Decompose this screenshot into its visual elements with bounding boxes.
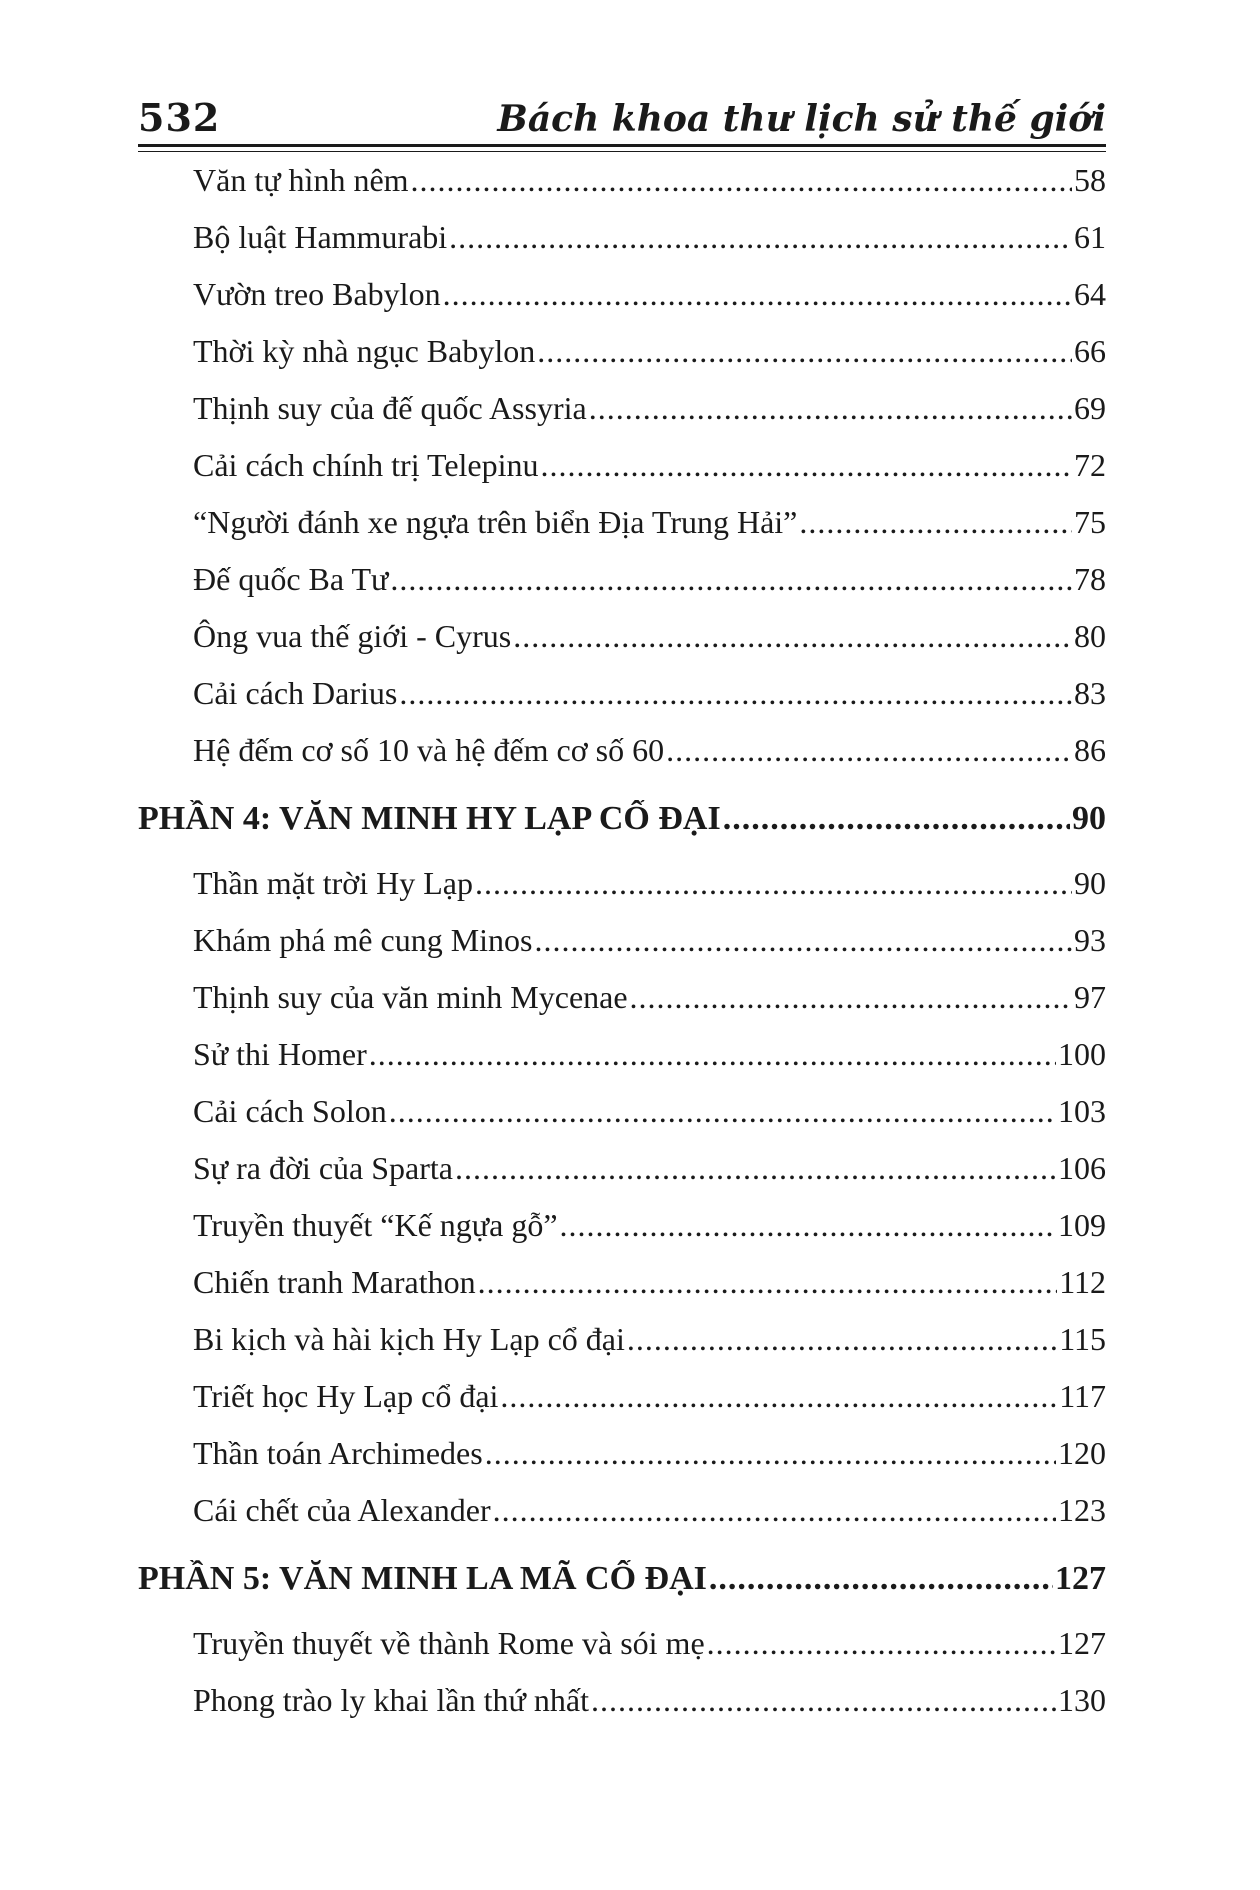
toc-dot-leader xyxy=(500,1378,1057,1415)
toc-entry xyxy=(193,276,1106,313)
toc-dot-leader xyxy=(485,1435,1056,1472)
toc-entry xyxy=(193,1435,1106,1472)
toc-entry xyxy=(193,1625,1106,1662)
toc-entry-title: Sử thi Homer xyxy=(193,1036,367,1072)
toc-entry-title: Đế quốc Ba Tư xyxy=(193,561,389,597)
toc-entry xyxy=(193,390,1106,427)
toc-dot-leader xyxy=(455,1150,1056,1187)
toc-entry-page: 66 xyxy=(1074,333,1106,369)
toc-entry xyxy=(193,618,1106,655)
toc-entry-page: 90 xyxy=(1074,865,1106,901)
toc-dot-leader xyxy=(478,1264,1058,1301)
toc-dot-leader xyxy=(707,1625,1056,1662)
toc-entry-page: 130 xyxy=(1058,1682,1106,1718)
toc-entry-page: 83 xyxy=(1074,675,1106,711)
toc-dot-leader xyxy=(535,922,1073,959)
page-header xyxy=(138,80,1106,140)
toc-dot-leader xyxy=(399,675,1072,712)
toc-entry-page: 58 xyxy=(1074,162,1106,198)
toc-entry-page: 106 xyxy=(1058,1150,1106,1186)
toc-entry-title: Vườn treo Babylon xyxy=(193,276,441,312)
header-rule-thin xyxy=(138,151,1106,152)
toc-entry-title: Thịnh suy của đế quốc Assyria xyxy=(193,390,587,426)
toc-section-heading xyxy=(138,800,1106,838)
toc-entry-title: Thịnh suy của văn minh Mycenae xyxy=(193,979,628,1015)
toc-entry xyxy=(193,732,1106,769)
toc-entry xyxy=(193,1207,1106,1244)
toc-entry xyxy=(193,865,1106,902)
toc-dot-leader xyxy=(475,865,1072,902)
toc-entry-page: 117 xyxy=(1059,1378,1106,1414)
toc-dot-leader xyxy=(799,504,1072,541)
toc-entry-page: 69 xyxy=(1074,390,1106,426)
toc-entry xyxy=(193,1264,1106,1301)
toc-entry xyxy=(193,219,1106,256)
toc-entry-page: 120 xyxy=(1058,1435,1106,1471)
toc-entry xyxy=(193,1093,1106,1130)
toc-dot-leader xyxy=(630,979,1072,1016)
toc-entry-title: Thần toán Archimedes xyxy=(193,1435,483,1471)
toc-entry-page: 115 xyxy=(1059,1321,1106,1357)
toc-entry-title: Thần mặt trời Hy Lạp xyxy=(193,865,473,901)
toc-dot-leader xyxy=(411,162,1072,199)
toc-entry xyxy=(193,333,1106,370)
toc-entry-title: Cái chết của Alexander xyxy=(193,1492,491,1528)
toc-entry xyxy=(193,675,1106,712)
toc-section-title: PHẦN 5: VĂN MINH LA MÃ CỔ ĐẠI xyxy=(138,1560,707,1597)
toc-entry xyxy=(193,1492,1106,1529)
toc-entry xyxy=(193,162,1106,199)
toc-entry-title: Hệ đếm cơ số 10 và hệ đếm cơ số 60 xyxy=(193,732,665,768)
toc-entry-title: Phong trào ly khai lần thứ nhất xyxy=(193,1682,589,1718)
toc-entry-title: Bộ luật Hammurabi xyxy=(193,219,448,255)
toc-dot-leader xyxy=(591,1682,1056,1719)
toc-entry-page: 103 xyxy=(1058,1093,1106,1129)
running-title: Bách khoa thư lịch sử thế giới xyxy=(497,98,1106,140)
toc-entry-title: Truyền thuyết về thành Rome và sói mẹ xyxy=(193,1625,705,1661)
toc-entry-page: 127 xyxy=(1058,1625,1106,1661)
toc-entry-page: 123 xyxy=(1058,1492,1106,1528)
toc-dot-leader xyxy=(390,561,1072,598)
toc-dot-leader xyxy=(449,219,1072,256)
toc-entry-title: Thời kỳ nhà ngục Babylon xyxy=(193,333,536,369)
toc-dot-leader xyxy=(627,1321,1057,1358)
toc-entry-page: 86 xyxy=(1074,732,1106,768)
toc-entry xyxy=(193,1036,1106,1073)
toc-entry-page: 64 xyxy=(1074,276,1106,312)
toc-dot-leader xyxy=(560,1207,1056,1244)
toc-dot-leader xyxy=(493,1492,1056,1529)
toc-entry-title: Triết học Hy Lạp cổ đại xyxy=(193,1378,499,1414)
toc-section-title: PHẦN 4: VĂN MINH HY LẠP CỔ ĐẠI xyxy=(138,800,721,837)
toc-entry-title: Sự ra đời của Sparta xyxy=(193,1150,453,1186)
toc-entry-page: 75 xyxy=(1074,504,1106,540)
toc-dot-leader xyxy=(389,1093,1056,1130)
toc-entry-page: 80 xyxy=(1074,618,1106,654)
toc-entry-page: 109 xyxy=(1058,1207,1106,1243)
toc-section-heading xyxy=(138,1560,1106,1598)
toc-entry-title: Truyền thuyết “Kế ngựa gỗ” xyxy=(193,1207,558,1243)
toc-entry-title: Bi kịch và hài kịch Hy Lạp cổ đại xyxy=(193,1321,625,1357)
toc-dot-leader xyxy=(541,447,1073,484)
toc-entry xyxy=(193,979,1106,1016)
toc-entry-page: 78 xyxy=(1074,561,1106,597)
toc-entry xyxy=(193,504,1106,541)
toc-dot-leader xyxy=(709,1560,1053,1598)
page-number: 532 xyxy=(138,95,221,140)
toc-entry xyxy=(193,561,1106,598)
toc-dot-leader xyxy=(723,800,1070,838)
toc-entry-title: Cải cách Solon xyxy=(193,1093,387,1129)
toc-dot-leader xyxy=(537,333,1072,370)
toc-entry xyxy=(193,447,1106,484)
toc-entry-page: 112 xyxy=(1059,1264,1106,1300)
toc-entry-title: Chiến tranh Marathon xyxy=(193,1264,476,1300)
toc-entry-title: Ông vua thế giới - Cyrus xyxy=(193,618,512,654)
toc-section-page: 127 xyxy=(1055,1560,1106,1597)
toc-dot-leader xyxy=(369,1036,1056,1073)
toc-entry-page: 100 xyxy=(1058,1036,1106,1072)
header-rule-thick xyxy=(138,144,1106,147)
toc-entry-title: Khám phá mê cung Minos xyxy=(193,922,533,958)
toc-entry-page: 93 xyxy=(1074,922,1106,958)
toc-section-page: 90 xyxy=(1072,800,1106,837)
toc-entry-title: “Người đánh xe ngựa trên biển Địa Trung Hải” xyxy=(193,504,798,540)
toc-entry-title: Văn tự hình nêm xyxy=(193,162,409,198)
toc-dot-leader xyxy=(443,276,1072,313)
toc-entry-page: 72 xyxy=(1074,447,1106,483)
toc-entry-page: 97 xyxy=(1074,979,1106,1015)
toc-entry xyxy=(193,1150,1106,1187)
toc-dot-leader xyxy=(589,390,1072,427)
toc-entry xyxy=(193,1378,1106,1415)
toc-entry-title: Cải cách Darius xyxy=(193,675,398,711)
toc-dot-leader xyxy=(666,732,1072,769)
toc-entry-title: Cải cách chính trị Telepinu xyxy=(193,447,539,483)
toc-entry xyxy=(193,1321,1106,1358)
toc-entry xyxy=(193,1682,1106,1719)
toc-entry xyxy=(193,922,1106,959)
toc-entry-page: 61 xyxy=(1074,219,1106,255)
toc-dot-leader xyxy=(513,618,1072,655)
